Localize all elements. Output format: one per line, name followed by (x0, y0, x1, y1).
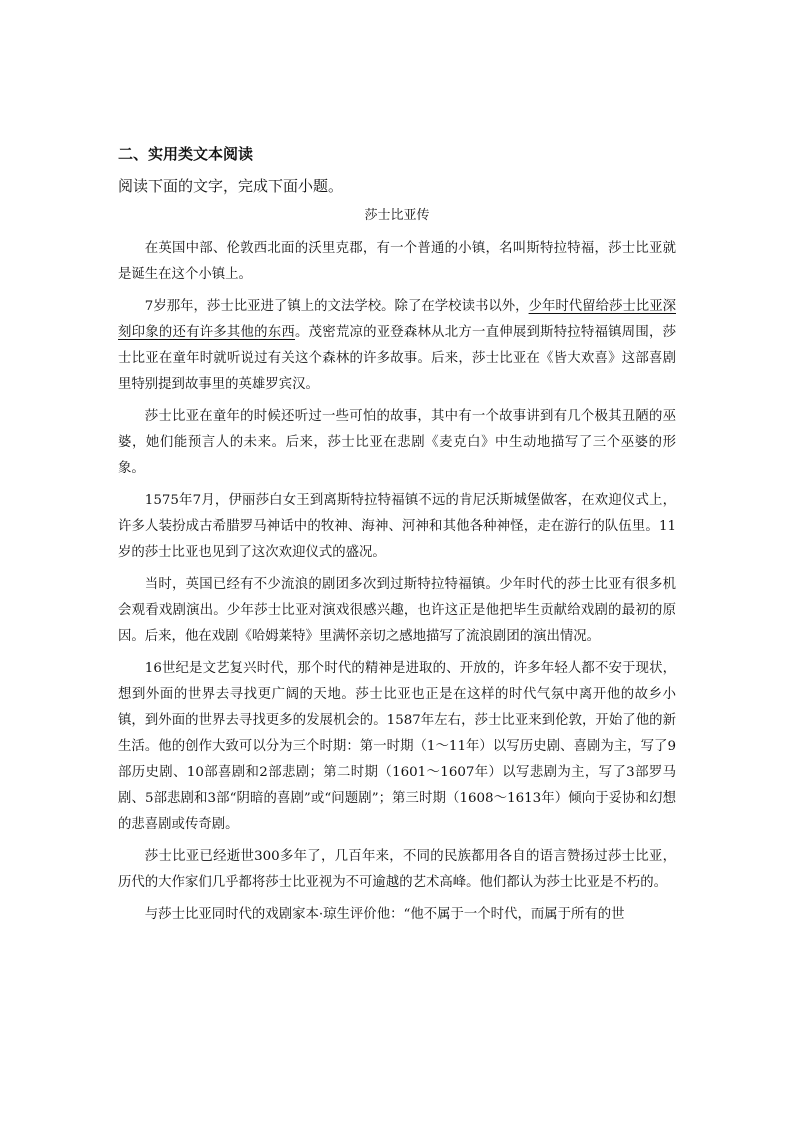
paragraph-5: 当时，英国已经有不少流浪的剧团多次到过斯特拉特福镇。少年时代的莎士比亚有很多机会观看戏剧演出。少年莎士比亚对演戏很感兴趣，也许这正是他把毕生贡献给戏剧的最初的原因。后来，他在戏剧《哈姆莱特》里满怀亲切之感地描写了流浪剧团的演出情况。 (118, 577, 676, 644)
paragraph-8: 与莎士比亚同时代的戏剧家本·琼生评价他：“他不属于一个时代，而属于所有的世 (144, 907, 625, 922)
paragraph-1: 在英国中部、伦敦西北面的沃里克郡，有一个普通的小镇，名叫斯特拉特福，莎士比亚就是诞生在这个小镇上。 (118, 241, 676, 282)
paragraph-2 (118, 294, 676, 398)
paragraph-6: 16世纪是文艺复兴时代，那个时代的精神是进取的、开放的，许多年轻人都不安于现状，想到外面的世界去寻找更广阔的天地。莎士比亚也正是在这样的时代气氛中离开他的故乡小镇，到外面的世界去寻找更多的发展机会的。1587年左右，莎士比亚来到伦敦，开始了他的新生活。他的创作大致可以分为三个时期：第一时期（1～11年）以写历史剧、喜剧为主，写了9部历史剧、10部喜剧和2部悲剧；第二时期（1601～1607年）以写悲剧为主，写了3部罗马剧、5部悲剧和3部“阴暗的喜剧”或“问题剧”；第三时期（1608～1613年）倾向于妥协和幻想的悲喜剧或传奇剧。 (118, 661, 676, 832)
reading-instruction: 阅读下面的文字，完成下面小题。 (118, 177, 344, 195)
underlined-sentence: 少年时代留给莎士比亚深刻印象的还有许多其他的东西 (118, 299, 676, 340)
paragraph-7: 莎士比亚已经逝世300多年了，几百年来，不同的民族都用各自的语言赞扬过莎士比亚，历代的大作家们几乎都将莎士比亚视为不可逾越的艺术高峰。他们都认为莎士比亚是不朽的。 (118, 849, 676, 890)
paragraph-2-text-before: 7岁那年，莎士比亚进了镇上的文法学校。除了在学校读书以外， (144, 299, 529, 314)
article-body (118, 236, 676, 934)
paragraph-2-text-after: 。茂密荒凉的亚登森林从北方一直伸展到斯特拉特福镇周围，莎士比亚在童年时就听说过有关这个森林的许多故事。后来，莎士比亚在《皆大欢喜》这部喜剧里特别提到故事里的英雄罗宾汉。 (118, 325, 676, 392)
article-title: 莎士比亚传 (364, 208, 430, 223)
paragraph-4: 1575年7月，伊丽莎白女王到离斯特拉特福镇不远的肯尼沃斯城堡做客，在欢迎仪式上，许多人装扮成古希腊罗马神话中的牧神、海神、河神和其他各种神怪，走在游行的队伍里。11岁的莎士比亚也见到了这次欢迎仪式的盛况。 (118, 493, 676, 560)
section-heading: 二、实用类文本阅读 (118, 145, 254, 163)
paragraph-3: 莎士比亚在童年的时候还听过一些可怕的故事，其中有一个故事讲到有几个极其丑陋的巫婆，她们能预言人的未来。后来，莎士比亚在悲剧《麦克白》中生动地描写了三个巫婆的形象。 (118, 409, 676, 476)
